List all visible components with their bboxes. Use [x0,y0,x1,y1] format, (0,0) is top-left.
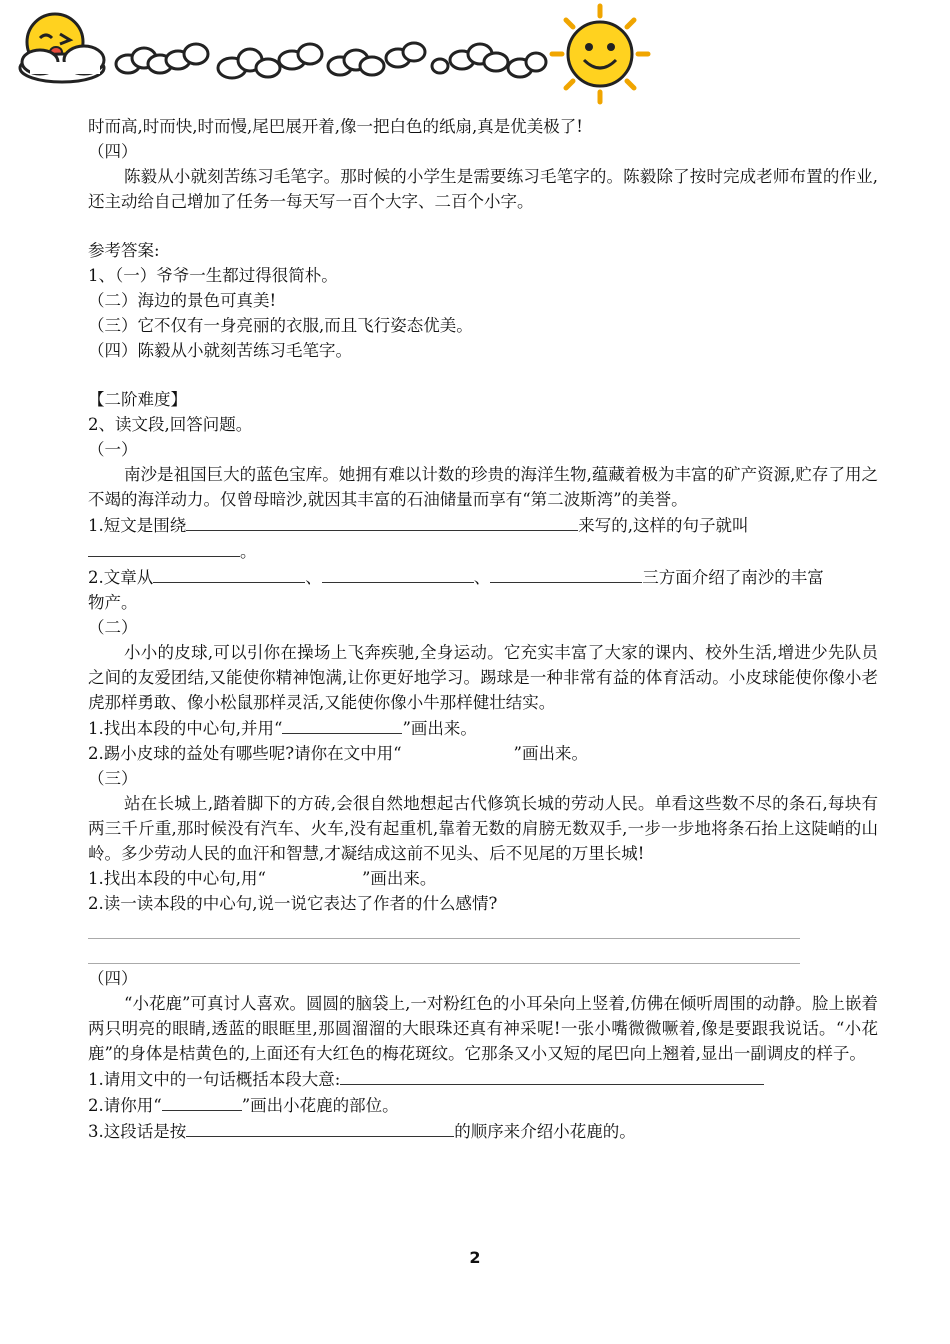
separator-text: 、 [473,568,491,587]
passage4-question1 [88,1066,878,1092]
passage3-question1 [88,866,878,891]
question-intro: 2、读文段,回答问题。 [88,415,253,434]
question-text: 1.找出本段的中心句,并用“ [88,719,283,738]
passage4-question2 [88,1092,878,1118]
question-text: 来写的,这样的句子就叫 [578,516,749,535]
passage4-paragraph: “小花鹿”可真讨人喜欢。圆圆的脑袋上,一对粉红色的小耳朵向上竖着,仿佛在倾听周围的动静。脸上嵌着两只明亮的眼睛,透蓝的眼眶里,那圆溜溜的大眼珠还真有神采呢!一张小嘴微微噘着,像是要跟我说话。“小花鹿”的身体是桔黄色的,上面还有大红色的梅花斑纹。它那条又小又短的尾巴向上翘着,显出一副调皮的样子。 [88,994,878,1063]
fill-blank[interactable] [186,512,578,531]
mark-sample [402,741,514,759]
question-text: 的顺序来介绍小花鹿的。 [454,1122,636,1141]
question-text: 。 [240,542,257,561]
fill-blank[interactable] [88,538,240,557]
smiling-sun-icon [552,6,648,102]
sleepy-sun-icon [20,14,104,82]
question-text: ”画出来。 [513,744,588,763]
answer-2: （二）海边的景色可真美! [88,291,277,310]
fill-blank[interactable] [340,1066,764,1085]
question-text: 2.文章从 [88,568,154,587]
page-number: 2 [469,1248,481,1267]
header-banner [0,0,950,110]
separator-text: 、 [305,568,322,587]
question-text: 3.这段话是按 [88,1122,187,1141]
part4-paragraph: 陈毅从小就刻苦练习毛笔字。那时候的小学生是需要练习毛笔字的。陈毅除了按时完成老师布置的作业,还主动给自己增加了任务一每天写一百个大字、二百个小字。 [88,167,878,211]
fill-blank[interactable] [186,1118,454,1137]
passage1-question2-cont: 物产。 [88,593,138,612]
level2-heading: 【二阶难度】 [88,390,187,409]
answer-1: 1、（一）爷爷一生都过得很简朴。 [88,266,338,285]
passage2-paragraph: 小小的皮球,可以引你在操场上飞奔疾驰,全身运动。它充实丰富了大家的课内、校外生活,增进少先队员之间的友爱团结,又能使你精神饱满,让你更好地学习。踢球是一种非常有益的体育活动。小皮球能使你像小老虎那样勇敢、像小松鼠那样灵活,又能使你像小牛那样健壮结实。 [88,643,878,712]
fill-blank[interactable] [322,564,474,583]
answer-3: （三）它不仅有一身亮丽的衣服,而且飞行姿态优美。 [88,316,473,335]
passage1-question1 [88,512,878,538]
answers-title: 参考答案: [88,241,160,260]
passage3-question2: 2.读一读本段的中心句,说一说它表达了作者的什么感情? [88,894,498,913]
fill-blank[interactable] [153,564,305,583]
question-text: 1.短文是围绕 [88,516,187,535]
passage2-question1 [88,715,878,741]
passage4-label: （四） [88,969,138,988]
question-text: 1.请用文中的一句话概括本段大意: [88,1070,341,1089]
question-text: ”画出小花鹿的部位。 [241,1096,399,1115]
question-text: ”画出来。 [402,719,477,738]
passage-tail-line: 时而高,时而快,时而慢,尾巴展开着,像一把白色的纸扇,真是优美极了! [88,117,583,136]
passage4-question3 [88,1118,878,1144]
worksheet-page [88,114,878,1144]
passage1-question2 [88,564,878,590]
passage3-paragraph: 站在长城上,踏着脚下的方砖,会很自然地想起古代修筑长城的劳动人民。单看这些数不尽的条石,每块有两三千斤重,那时候没有汽车、火车,没有起重机,靠着无数的肩膀无数双手,一步一步地将条石抬上这陡峭的山岭。多少劳动人民的血汗和智慧,才凝结成这前不见头、后不见尾的万里长城! [88,794,878,863]
passage1-question1-cont [88,538,878,564]
underline-sample [162,1092,242,1111]
underline-sample [282,715,402,734]
question-text: 2.请你用“ [88,1096,162,1115]
passage1-label: （一） [88,440,138,459]
clouds-row-icon [116,43,546,78]
passage2-question2 [88,741,878,766]
passage3-label: （三） [88,769,138,788]
passage1-paragraph: 南沙是祖国巨大的蓝色宝库。她拥有难以计数的珍贵的海洋生物,蕴藏着极为丰富的矿产资源,贮存了用之不竭的海洋动力。仅曾母暗沙,就因其丰富的石油储量而享有“第二波斯湾”的美誉。 [88,465,878,509]
question-text: 1.找出本段的中心句,用“ [88,869,266,888]
mark-sample [266,866,362,884]
fill-blank[interactable] [490,564,642,583]
answer-4: （四）陈毅从小就刻苦练习毛笔字。 [88,341,352,360]
question-text: ”画出来。 [361,869,437,888]
answer-line[interactable] [88,941,800,964]
question-text: 三方面介绍了南沙的丰富 [642,568,824,587]
part4-label: （四） [88,142,138,161]
passage2-label: （二） [88,618,138,637]
question-text: 2.踢小皮球的益处有哪些呢?请你在文中用“ [88,744,402,763]
answer-line[interactable] [88,916,800,939]
